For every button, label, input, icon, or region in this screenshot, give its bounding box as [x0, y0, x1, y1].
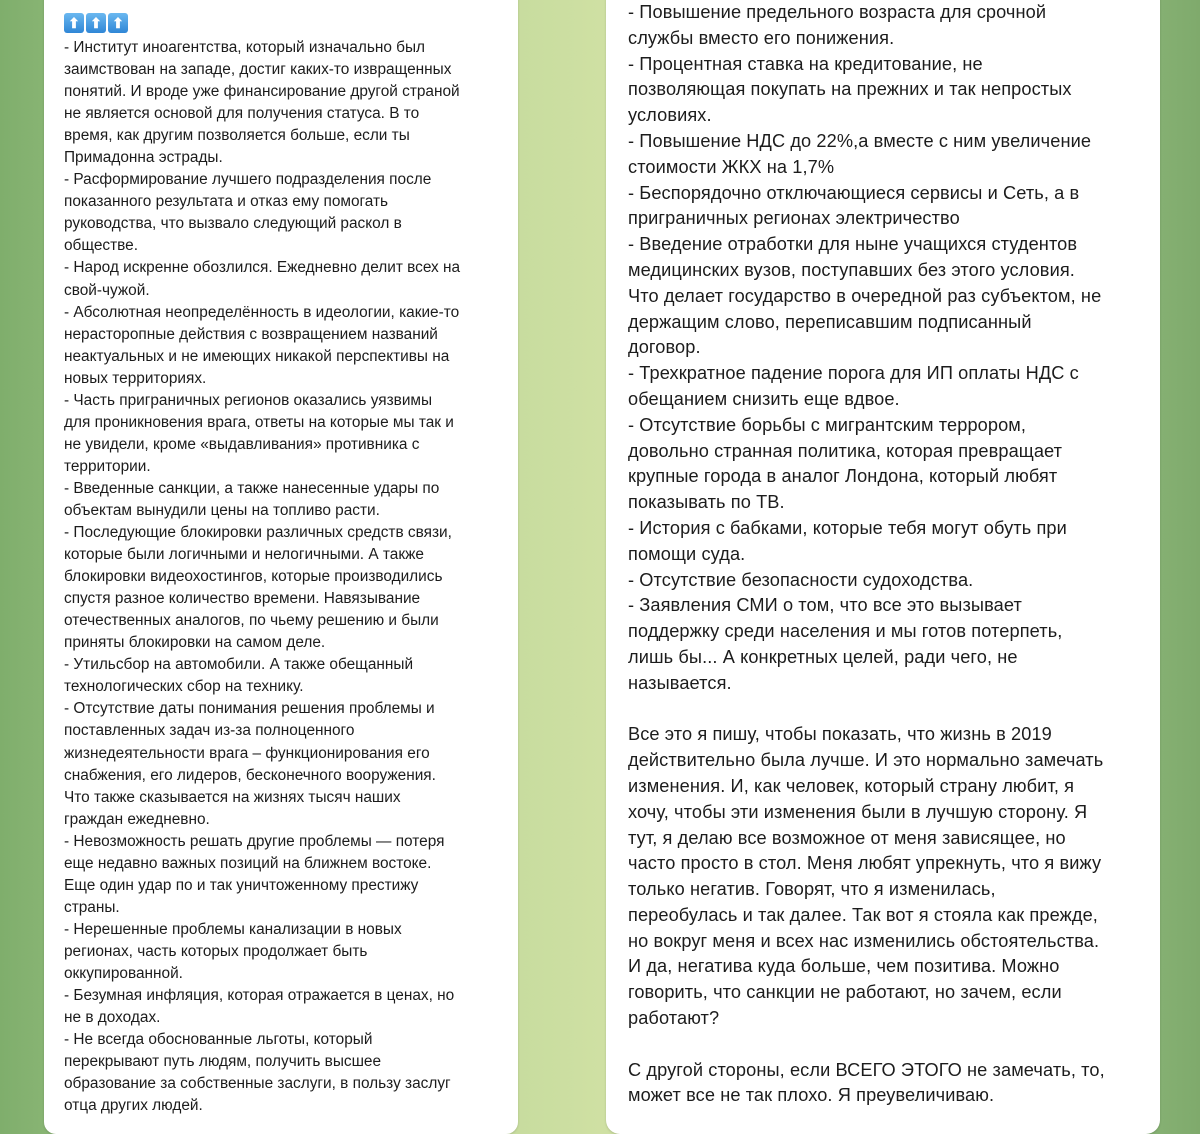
message-line: время, как другим позволяется больше, если ты [64, 127, 410, 145]
message-line: отца других людей. [64, 1097, 203, 1115]
message-line: - Расформирование лучшего подразделения после [64, 171, 432, 189]
message-line: крупные города в аналог Лондона, который любят [628, 466, 1058, 487]
message-line: изменения. И, как человек, который страну любит, я [628, 775, 1075, 796]
left-message-bubble[interactable] [44, 0, 518, 1134]
message-line: - История с бабками, которые тебя могут обуть при [628, 517, 1067, 538]
message-line: для проникновения врага, ответы на которые мы так и [64, 413, 454, 431]
message-line: может все не так плохо. Я преувеличиваю. [628, 1085, 995, 1106]
message-line: поставленных задач из-за полноценного [64, 722, 355, 740]
message-line: тут, я делаю все возможное от меня зависящее, но [628, 827, 1066, 848]
message-line: И да, негатива куда больше, чем позитива. Можно [628, 956, 1060, 977]
message-line: оккупированной. [64, 964, 183, 982]
message-line: Что также сказывается на жизнях тысяч наших [64, 788, 401, 806]
message-line: новых территориях. [64, 369, 207, 387]
message-line: - Введение отработки для ныне учащихся студентов [628, 234, 1078, 255]
message-line: неактуальных и не имеющих никакой перспективы на [64, 347, 450, 365]
message-line: страны. [64, 898, 120, 916]
message-line: - Нерешенные проблемы канализации в новых [64, 920, 402, 938]
message-line: стоимости ЖКХ на 1,7% [628, 156, 835, 177]
message-line: довольно странная политика, которая превращает [628, 440, 1063, 461]
message-line: - Часть приграничных регионов оказались уязвимы [64, 391, 433, 409]
message-line: территории. [64, 457, 151, 475]
message-line: действительно была лучше. И это нормально замечать [628, 750, 1104, 771]
message-line: нерасторопные действия с возвращением названий [64, 325, 438, 343]
message-line: - Невозможность решать другие проблемы — потеря [64, 832, 445, 850]
message-line: - Отсутствие борьбы с мигрантским террором, [628, 414, 1027, 435]
message-line: - Безумная инфляция, которая отражается в ценах, но [64, 987, 455, 1005]
message-line: свой-чужой. [64, 281, 150, 299]
message-line: говорить, что санкции не работают, но зачем, если [628, 982, 1062, 1003]
message-line: - Не всегда обоснованные льготы, который [64, 1031, 373, 1049]
message-line: показанного результата и отказ ему помогать [64, 193, 389, 211]
message-line: заимствован на западе, достиг каких-то извращенных [64, 61, 452, 79]
message-line: медицинских вузов, поступавших без этого условия. [628, 259, 1075, 280]
message-line: образование за собственные заслуги, в пользу заслуг [64, 1075, 451, 1093]
message-line: - Беспорядочно отключающиеся сервисы и Сеть, а в [628, 182, 1080, 203]
message-line: переобулась и так далее. Так вот я стояла как прежде, [628, 904, 1098, 925]
message-line: блокировки видеохостингов, которые производились [64, 568, 443, 586]
up-arrow-emoji-icon: ⬆ [108, 13, 128, 33]
message-line: поддержку среди населения и мы готов потерпеть, [628, 621, 1063, 642]
message-line: договор. [628, 337, 701, 358]
message-line: которые были логичными и нелогичными. А также [64, 546, 424, 564]
message-line: не является основой для получения статуса. В то [64, 105, 420, 123]
message-line: условиях. [628, 105, 712, 126]
paragraph-gap [628, 697, 1158, 723]
message-line: не в доходах. [64, 1009, 161, 1027]
message-line: объектам вынудили цены на топливо расти. [64, 501, 380, 519]
message-line: часто просто в стол. Меня любят упрекнуть, что я вижу [628, 853, 1102, 874]
up-arrow-emoji-icon: ⬆ [64, 13, 84, 33]
message-line: понятий. И вроде уже финансирование другой страной [64, 83, 460, 101]
message-line: держащим слово, переписавшим подписанный [628, 311, 1032, 332]
message-line: обществе. [64, 237, 139, 255]
paragraph-gap [628, 1032, 1158, 1058]
message-line: Все это я пишу, чтобы показать, что жизнь в 2019 [628, 724, 1052, 745]
message-line: - Отсутствие безопасности судоходства. [628, 569, 974, 590]
message-line: показывать по ТВ. [628, 492, 785, 513]
message-text [628, 0, 1158, 1109]
message-line: службы вместо его понижения. [628, 27, 895, 48]
message-line: - Отсутствие даты понимания решения проблемы и [64, 700, 435, 718]
message-line: лишь бы... А конкретных целей, ради чего, не [628, 646, 1018, 667]
message-line: но вокруг меня и всех нас изменились обстоятельства. [628, 930, 1100, 951]
message-line: позволяющая покупать на прежних и так непростых [628, 79, 1072, 100]
message-line: С другой стороны, если ВСЕГО ЭТОГО не замечать, то, [628, 1059, 1105, 1080]
message-line: - Абсолютная неопределённость в идеологии, какие-то [64, 303, 460, 321]
message-line: спустя разное количество времени. Навязывание [64, 590, 421, 608]
up-arrow-emoji-icon: ⬆ [86, 13, 106, 33]
message-line: помощи суда. [628, 543, 746, 564]
message-line: - Последующие блокировки различных средств связи, [64, 524, 452, 542]
message-line: не увидели, кроме «выдавливания» противника с [64, 435, 420, 453]
message-line: - Заявления СМИ о том, что все это вызывает [628, 595, 1022, 616]
message-line: - Повышение предельного возраста для срочной [628, 2, 1047, 22]
message-line: Еще один удар по и так уничтоженному престижу [64, 876, 419, 894]
message-line: - Процентная ставка на кредитование, не [628, 53, 983, 74]
message-line: перекрывают путь людям, получить высшее [64, 1053, 382, 1071]
message-line: хочу, чтобы эти изменения были в лучшую сторону. Я [628, 801, 1088, 822]
message-line: снабжения, его лидеров, бесконечного вооружения. [64, 766, 436, 784]
message-line: Что делает государство в очередной раз субъектом, не [628, 285, 1102, 306]
message-line: обещанием снизить еще вдвое. [628, 388, 900, 409]
message-line: называется. [628, 672, 732, 693]
message-line: - Институт иноагентства, который изначально был [64, 39, 426, 56]
message-line: Примадонна эстрады. [64, 149, 223, 167]
message-line: только негатив. Говорят, что я изменилась, [628, 879, 996, 900]
message-line: технологических сбор на технику. [64, 678, 304, 696]
message-text [64, 37, 512, 1117]
message-line: регионах, часть которых продолжает быть [64, 942, 368, 960]
message-line: руководства, что вызвало следующий раскол в [64, 215, 402, 233]
message-line: - Народ искренне обозлился. Ежедневно делит всех на [64, 259, 461, 277]
message-line: отечественных аналогов, по чьему решению и были [64, 612, 439, 630]
emoji-row [64, 13, 128, 33]
message-line: приняты блокировки на самом деле. [64, 634, 326, 652]
message-line: - Повышение НДС до 22%,а вместе с ним увеличение [628, 130, 1092, 151]
message-line: - Утильсбор на автомобили. А также обещанный [64, 656, 414, 674]
message-line: еще недавно важных позиций на ближнем востоке. [64, 854, 432, 872]
right-message-bubble[interactable] [606, 0, 1160, 1134]
message-line: жизнедеятельности врага – функционирования его [64, 744, 430, 762]
message-line: - Трехкратное падение порога для ИП оплаты НДС с [628, 363, 1079, 384]
message-line: приграничных регионах электричество [628, 208, 960, 229]
message-line: работают? [628, 1008, 720, 1029]
message-line: - Введенные санкции, а также нанесенные удары по [64, 479, 440, 497]
message-line: граждан ежедневно. [64, 810, 210, 828]
